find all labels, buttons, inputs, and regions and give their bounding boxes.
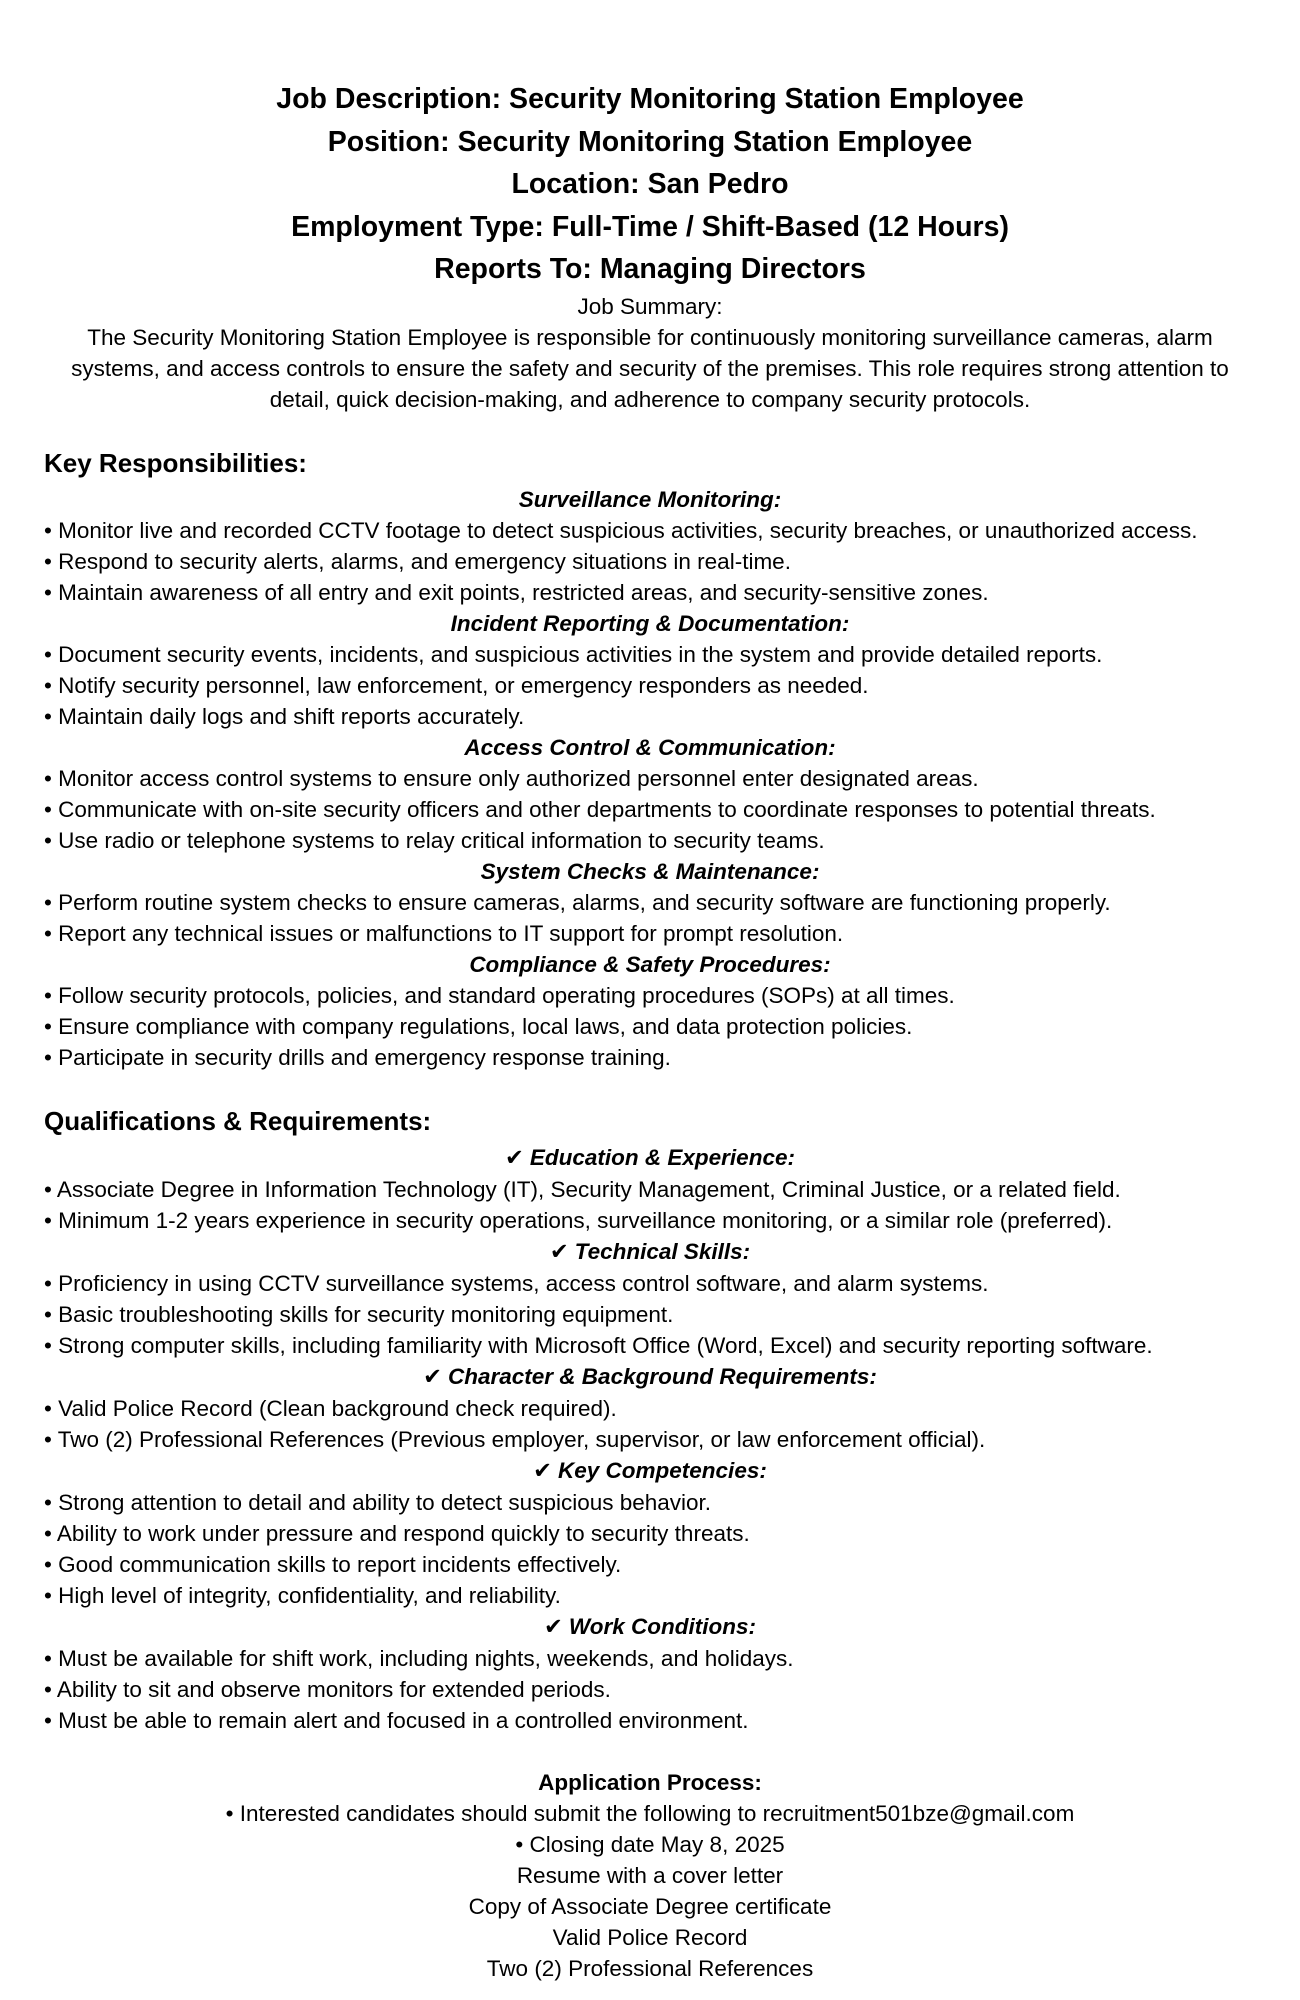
position-line: Position: Security Monitoring Station Employee [327, 125, 973, 158]
list-item: • Maintain daily logs and shift reports accurately. [44, 703, 525, 729]
job-summary-label: Job Summary: [577, 293, 723, 319]
job-summary [44, 291, 1256, 415]
location-line: Location: San Pedro [511, 168, 789, 200]
list-item: • High level of integrity, confidentiality, and reliability. [44, 1582, 561, 1608]
list-item: • Two (2) Professional References (Previous employer, supervisor, or law enforcement official). [44, 1426, 986, 1452]
document-header [44, 78, 1256, 291]
requirement-line: Valid Police Record [552, 1924, 748, 1950]
requirement-line: Copy of Associate Degree certificate [468, 1893, 832, 1919]
list-item: • Strong attention to detail and ability to detect suspicious behavior. [44, 1489, 712, 1515]
list-item: • Strong computer skills, including familiarity with Microsoft Office (Word, Excel) and security reporting software. [44, 1332, 1153, 1358]
subheading-label: Key Competencies: [558, 1457, 767, 1483]
list-item: • Ability to sit and observe monitors for extended periods. [44, 1676, 611, 1702]
subheading-label: Character & Background Requirements: [448, 1363, 877, 1389]
subheading-system-checks: System Checks & Maintenance: [480, 858, 820, 884]
subheading-label: Technical Skills: [574, 1238, 751, 1264]
requirement-line: Two (2) Professional References [486, 1955, 814, 1981]
list-item: • Report any technical issues or malfunctions to IT support for prompt resolution. [44, 920, 844, 946]
subheading-surveillance-monitoring: Surveillance Monitoring: [518, 486, 782, 512]
requirement-line: Resume with a cover letter [516, 1862, 784, 1888]
responsibilities-section [44, 446, 1256, 1073]
list-item: • Must be available for shift work, including nights, weekends, and holidays. [44, 1645, 794, 1671]
subheading-label: Education & Experience: [529, 1144, 795, 1170]
subheading-compliance-safety: Compliance & Safety Procedures: [469, 951, 831, 977]
application-heading: Application Process: [538, 1769, 762, 1795]
check-icon: ✔ [549, 1238, 569, 1265]
list-item: • Respond to security alerts, alarms, and emergency situations in real-time. [44, 548, 791, 574]
responsibilities-heading: Key Responsibilities: [44, 447, 307, 478]
list-item: • Minimum 1-2 years experience in security operations, surveillance monitoring, or a similar role (preferred). [44, 1207, 1113, 1233]
list-item: • Monitor access control systems to ensure only authorized personnel enter designated areas. [44, 765, 979, 791]
qualifications-section [44, 1104, 1256, 1736]
closing-date-line: • Closing date May 8, 2025 [515, 1831, 785, 1857]
list-item: • Monitor live and recorded CCTV footage to detect suspicious activities, security breaches, or unauthorized access. [44, 517, 1198, 543]
list-item: • Notify security personnel, law enforcement, or emergency responders as needed. [44, 672, 869, 698]
list-item: • Basic troubleshooting skills for security monitoring equipment. [44, 1301, 674, 1327]
list-item: • Proficiency in using CCTV surveillance systems, access control software, and alarm systems. [44, 1270, 989, 1296]
list-item: • Must be able to remain alert and focused in a controlled environment. [44, 1707, 749, 1733]
employment-type-line: Employment Type: Full-Time / Shift-Based (12 Hours) [291, 210, 1009, 243]
application-section [44, 1767, 1256, 1984]
list-item: • Participate in security drills and emergency response training. [44, 1044, 671, 1070]
list-item: • Follow security protocols, policies, and standard operating procedures (SOPs) at all times. [44, 982, 955, 1008]
job-summary-text: The Security Monitoring Station Employee is responsible for continuously monitoring surveillance cameras, alarm systems, and access controls to ensure the safety and security of the premises. This role requires strong attention to detail, quick decision-making, and adherence to company security protocols. [71, 324, 1229, 412]
subheading-technical-skills [44, 1236, 1256, 1268]
subheading-education-experience [44, 1142, 1256, 1174]
application-submit-line: • Interested candidates should submit the following to recruitment501bze@gmail.com [225, 1800, 1075, 1826]
subheading-label: Work Conditions: [568, 1613, 756, 1639]
check-icon: ✔ [423, 1363, 442, 1390]
list-item: • Ability to work under pressure and respond quickly to security threats. [44, 1520, 750, 1546]
reports-to-line: Reports To: Managing Directors [434, 253, 866, 285]
list-item: • Good communication skills to report incidents effectively. [44, 1551, 622, 1577]
list-item: • Maintain awareness of all entry and exit points, restricted areas, and security-sensitive zones. [44, 579, 989, 605]
list-item: • Document security events, incidents, and suspicious activities in the system and provide detailed reports. [44, 641, 1103, 667]
check-icon: ✔ [544, 1613, 563, 1640]
subheading-character-background [44, 1361, 1256, 1393]
list-item: • Communicate with on-site security officers and other departments to coordinate responses to potential threats. [44, 796, 1156, 822]
qualifications-heading: Qualifications & Requirements: [44, 1105, 432, 1136]
list-item: • Perform routine system checks to ensure cameras, alarms, and security software are functioning properly. [44, 889, 1111, 915]
list-item: • Associate Degree in Information Technology (IT), Security Management, Criminal Justice, or a related field. [44, 1176, 1121, 1202]
list-item: • Valid Police Record (Clean background check required). [44, 1395, 617, 1421]
document-title: Job Description: Security Monitoring Station Employee [276, 83, 1024, 115]
subheading-key-competencies [44, 1455, 1256, 1487]
check-icon: ✔ [505, 1144, 524, 1171]
subheading-access-control: Access Control & Communication: [464, 734, 836, 760]
subheading-incident-reporting: Incident Reporting & Documentation: [450, 610, 850, 636]
subheading-work-conditions [44, 1611, 1256, 1643]
list-item: • Ensure compliance with company regulations, local laws, and data protection policies. [44, 1013, 913, 1039]
list-item: • Use radio or telephone systems to relay critical information to security teams. [44, 827, 825, 853]
check-icon: ✔ [533, 1457, 553, 1484]
